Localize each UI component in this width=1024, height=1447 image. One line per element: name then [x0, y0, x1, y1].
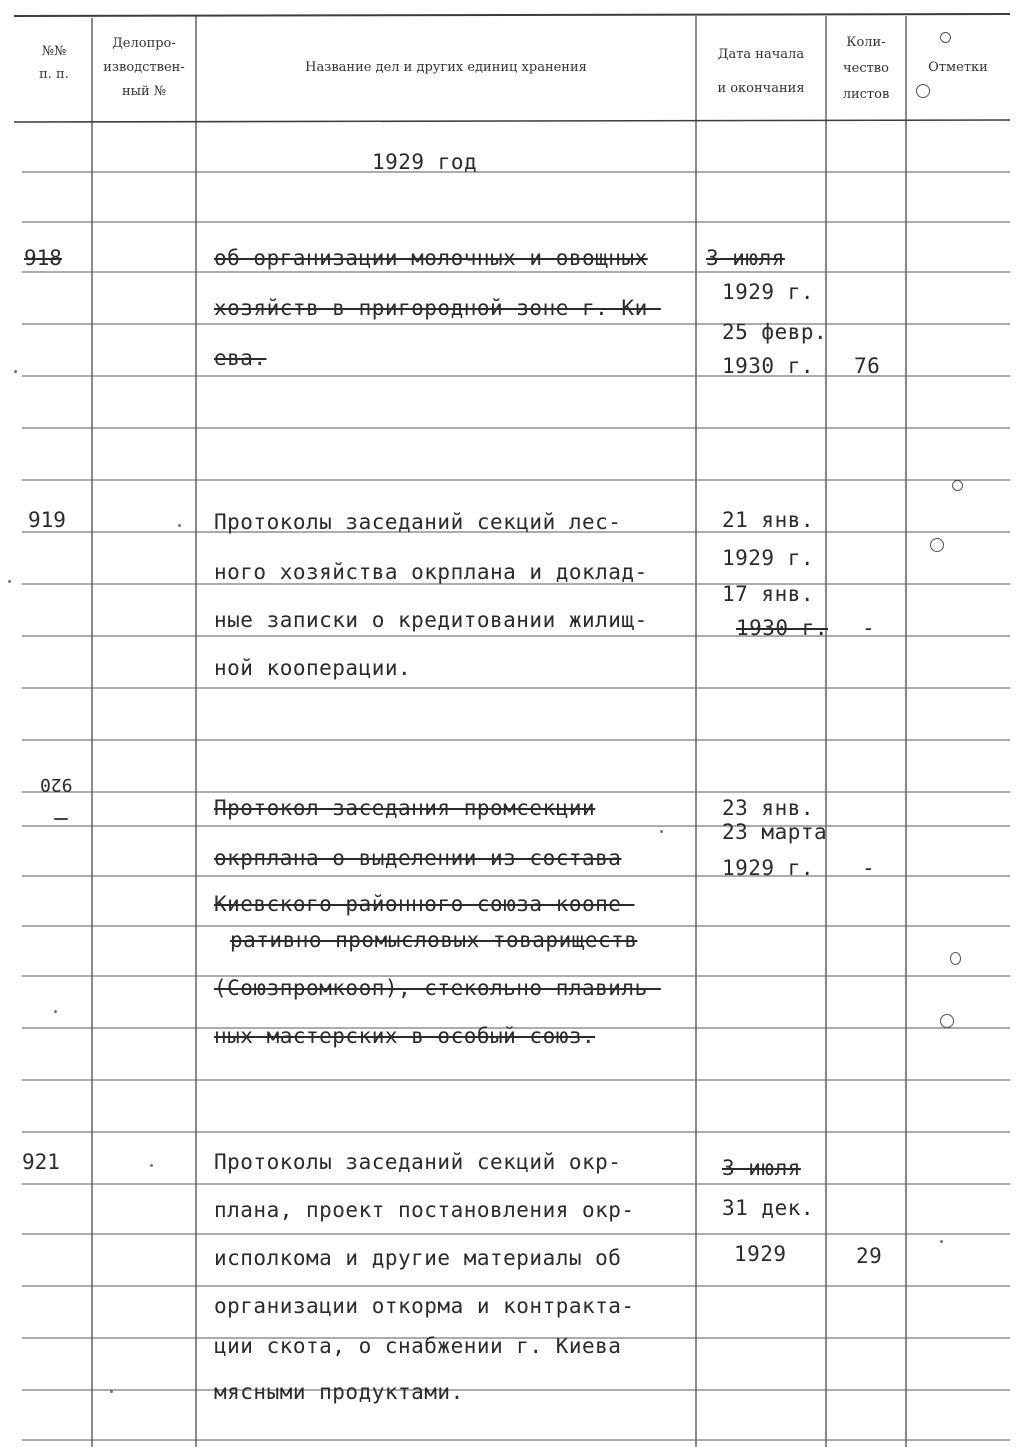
- header-col-notes: Отметки: [928, 60, 988, 75]
- entry-921-title-line-4: организации откорма и контракта-: [214, 1294, 635, 1318]
- entry-919-sheets: -: [862, 616, 876, 640]
- entry-920-title-line-2: окрплана о выделении из состава: [214, 846, 622, 870]
- header-col-sheets-line-3: листов: [842, 87, 890, 102]
- entry-921-number: 921: [22, 1150, 60, 1174]
- entry-919-title-line-2: ного хозяйства окрплана и доклад-: [214, 560, 648, 584]
- entry-918-number: 918: [24, 246, 62, 270]
- entry-920-number: 920: [40, 774, 73, 795]
- entry-919-date-line-1: 21 янв.: [722, 508, 815, 532]
- entry-920-title-line-4: ративно-промысловых товариществ: [230, 928, 638, 952]
- header-col-office-number: [96, 32, 192, 104]
- entry-919-date-line-3: 17 янв.: [722, 582, 815, 606]
- entry-918-date-line-2: 1929 г.: [722, 280, 815, 304]
- entry-921-title-line-2: плана, проект постановления окр-: [214, 1198, 635, 1222]
- entry-920-dash-mark: [54, 818, 68, 820]
- header-col-dates: [700, 38, 822, 106]
- entry-920-title-line-3: Киевского районного союза коопе-: [214, 892, 635, 916]
- header-col-number-line-1: №№: [41, 44, 67, 59]
- punch-mark-circle-icon: [950, 952, 961, 965]
- entry-920-date-line-3: 1929 г.: [722, 856, 815, 880]
- header-col-number-line-2: п. п.: [39, 67, 69, 82]
- header-col-dates-line-1: Дата начала: [717, 47, 805, 62]
- entry-918-date-line-1: 3 июля: [706, 246, 785, 270]
- scan-speck: [110, 1390, 113, 1393]
- header-col-sheets-line-2: чество: [843, 61, 889, 76]
- entry-919-date-line-2: 1929 г.: [722, 546, 815, 570]
- header-col-dates-line-2: и окончания: [717, 81, 805, 96]
- entry-920-title-line-5: (Союзпромкооп), стекольно-плавиль-: [214, 976, 661, 1000]
- entry-918-date-line-3: 25 февр.: [722, 320, 828, 344]
- header-col-office-line-1: Делопро-: [112, 36, 176, 51]
- entry-920-date-line-2: 23 марта: [722, 820, 828, 844]
- punch-mark-circle-icon: [940, 32, 951, 43]
- header-col-sheets-line-1: Коли-: [846, 35, 886, 50]
- entry-921-date-line-1: 3 июля: [722, 1156, 801, 1180]
- entry-919-title-line-4: ной кооперации.: [214, 656, 412, 680]
- entry-921-title-line-5: ции скота, о снабжении г. Киева: [214, 1334, 622, 1358]
- header-col-office-line-2: изводствен-: [103, 60, 185, 75]
- entry-920-title-line-1: Протокол заседания промсекции: [214, 796, 596, 820]
- entry-919-date-line-4: 1930 г.: [736, 616, 829, 640]
- scan-speck: [178, 524, 181, 527]
- entry-921-title-line-3: исполкома и другие материалы об: [214, 1246, 622, 1270]
- scan-speck: [54, 1010, 57, 1013]
- header-col-office-line-3: ный №: [121, 84, 167, 99]
- entry-921-date-line-3: 1929: [734, 1242, 787, 1266]
- header-col-sheets: [830, 30, 902, 108]
- entry-919-title-line-3: ные записки о кредитовании жилищ-: [214, 608, 648, 632]
- entry-921-title-line-1: Протоколы заседаний секций окр-: [214, 1150, 622, 1174]
- entry-921-date-line-2: 31 дек.: [722, 1196, 815, 1220]
- entry-919-title-line-1: Протоколы заседаний секций лес-: [214, 510, 622, 534]
- entry-918-sheets: 76: [854, 354, 881, 378]
- scan-speck: [940, 1240, 943, 1243]
- scan-speck: [8, 580, 11, 583]
- scan-speck: [14, 370, 17, 373]
- entry-920-sheets: -: [862, 856, 876, 880]
- entry-918-title-line-2: хозяйств в пригородной зоне г. Ки-: [214, 296, 661, 320]
- scan-speck: [660, 830, 663, 833]
- punch-mark-circle-icon: [930, 538, 944, 552]
- year-heading: 1929 год: [372, 150, 478, 174]
- entry-921-sheets: 29: [856, 1244, 883, 1268]
- entry-921-title-line-6: мясными продуктами.: [214, 1380, 464, 1404]
- entry-918-date-line-4: 1930 г.: [722, 354, 815, 378]
- entry-919-number: 919: [28, 508, 66, 532]
- entry-920-date-line-1: 23 янв.: [722, 796, 815, 820]
- header-col-number: [22, 40, 86, 86]
- punch-mark-circle-icon: [952, 480, 963, 491]
- entry-918-title-line-3: ева.: [214, 346, 267, 370]
- entry-918-title-line-1: об организации молочных и овощных: [214, 246, 648, 270]
- scan-speck: [150, 1164, 153, 1167]
- punch-mark-circle-icon: [916, 84, 930, 98]
- entry-920-title-line-6: ных мастерских в особый союз.: [214, 1024, 596, 1048]
- header-col-title: Название дел и других единиц хранения: [305, 60, 587, 75]
- punch-mark-circle-icon: [940, 1014, 954, 1028]
